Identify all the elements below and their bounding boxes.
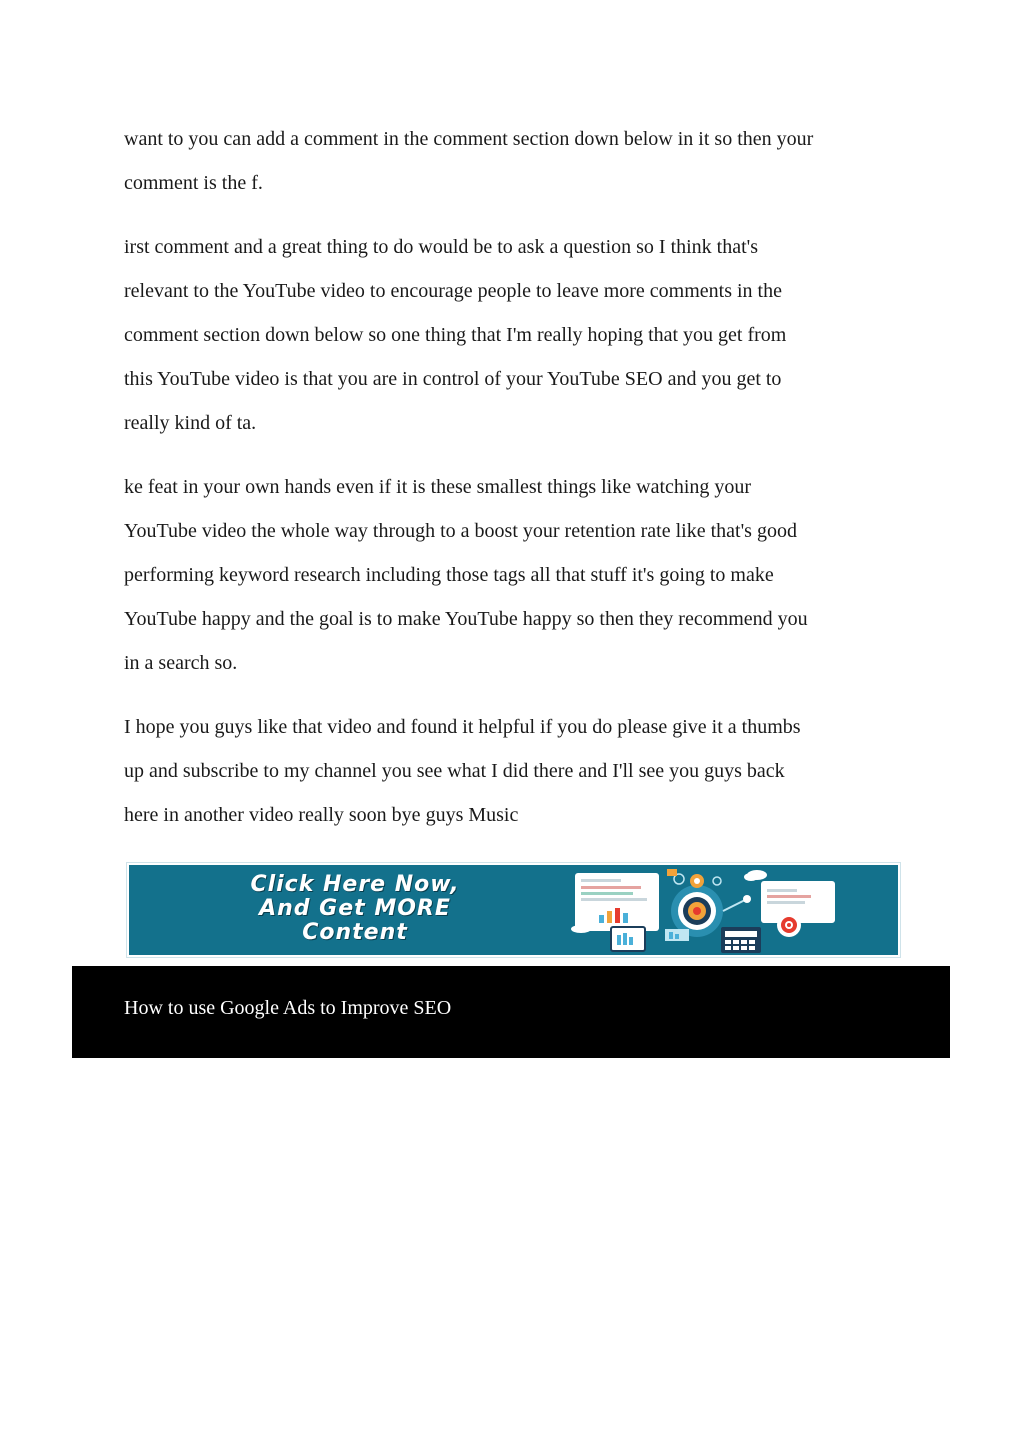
- paragraph-line: in a search so.: [124, 652, 238, 674]
- paragraph-line: comment is the f.: [124, 172, 263, 194]
- banner-line-1: Click Here Now,: [250, 872, 460, 897]
- paragraph-line: this YouTube video is that you are in control of your YouTube SEO and you get to: [124, 368, 782, 390]
- cloud-icon: [744, 870, 767, 881]
- paragraph-3: [124, 465, 914, 685]
- footer-bar: [72, 966, 950, 1058]
- article-body: [124, 117, 914, 857]
- banner-line-2: And Get MORE: [259, 896, 451, 921]
- paragraph-2: [124, 225, 914, 445]
- paragraph-4: [124, 705, 914, 837]
- paragraph-line: ke feat in your own hands even if it is these smallest things like watching your: [124, 476, 752, 498]
- paragraph-line: performing keyword research including those tags all that stuff it's going to make: [124, 564, 774, 586]
- paragraph-line: relevant to the YouTube video to encourage people to leave more comments in the: [124, 280, 782, 302]
- paragraph-line: YouTube video the whole way through to a boost your retention rate like that's good: [124, 520, 797, 542]
- paragraph-line: here in another video really soon bye guys Music: [124, 804, 519, 826]
- paragraph-line: I hope you guys like that video and found it helpful if you do please give it a thumbs: [124, 716, 801, 738]
- related-article-link[interactable]: How to use Google Ads to Improve SEO: [124, 997, 452, 1019]
- paragraph-line: comment section down below so one thing that I'm really hoping that you get from: [124, 324, 787, 346]
- paragraph-line: really kind of ta.: [124, 412, 257, 434]
- paragraph-line: YouTube happy and the goal is to make YouTube happy so then they recommend you: [124, 608, 808, 630]
- paragraph-line: up and subscribe to my channel you see what I did there and I'll see you guys back: [124, 760, 785, 782]
- banner-background: [129, 865, 898, 955]
- paragraph-1: [124, 117, 914, 205]
- paragraph-line: irst comment and a great thing to do would be to ask a question so I think that's: [124, 236, 759, 258]
- banner-headline: [165, 873, 545, 945]
- analytics-dashboard-icon: [575, 873, 659, 931]
- bullseye-icon: [777, 913, 801, 937]
- banner-line-3: Content: [302, 920, 408, 945]
- calculator-icon: [721, 927, 761, 953]
- paragraph-line: want to you can add a comment in the comment section down below in it so then your: [124, 128, 814, 150]
- seo-illustration: [569, 865, 898, 955]
- more-content-banner[interactable]: [126, 862, 901, 958]
